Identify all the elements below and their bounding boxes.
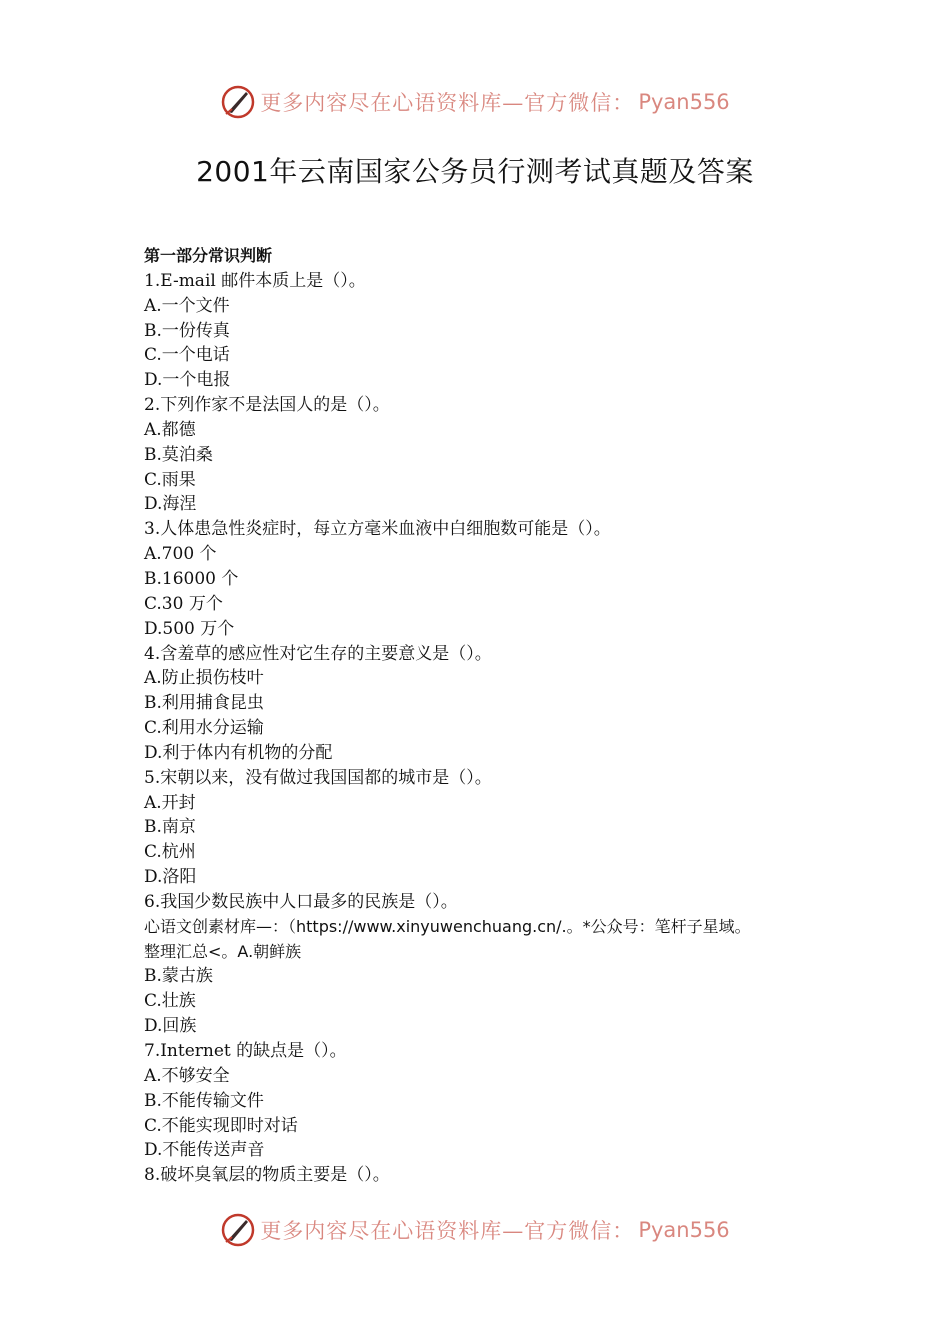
option-line: D.500 万个 [144,618,235,639]
option-line: A.防止损伤枝叶 [144,668,264,689]
question-line: 3.人体患急性炎症时，每立方毫米血液中白细胞数可能是（）。 [144,519,611,540]
option-line: C.壮族 [144,991,196,1012]
question-line: 2.下列作家不是法国人的是（）。 [144,395,390,416]
option-line: B.一份传真 [144,320,230,341]
option-line: A.不够安全 [144,1065,230,1086]
question-line: 5.宋朝以来，没有做过我国国都的城市是（）。 [144,767,492,788]
banner-wechat-id: Pyan556 [638,90,730,114]
question-line: 4.含羞草的感应性对它生存的主要意义是（）。 [144,643,492,664]
option-line: A.一个文件 [144,295,230,316]
question-line: 6.我国少数民族中人口最多的民族是（）。 [144,891,458,912]
option-line: B.16000 个 [144,568,239,589]
option-line: A.开封 [144,792,196,813]
question-line: 8.破坏臭氧层的物质主要是（）。 [144,1165,390,1186]
option-line: C.杭州 [144,842,196,863]
question-line: 1.E-mail 邮件本质上是（）。 [144,270,366,291]
option-line: C.雨果 [144,469,196,490]
quill-pen-logo-icon [220,84,256,120]
option-line: B.莫泊桑 [144,444,213,465]
question-line: 7.Internet 的缺点是（）。 [144,1041,347,1061]
option-line: D.不能传送声音 [144,1140,265,1161]
quill-pen-logo-icon [220,1212,256,1248]
option-line: C.一个电话 [144,345,230,366]
footer-banner-wechat-id: Pyan556 [638,1218,730,1242]
footer-banner [0,1210,950,1250]
document-body [144,244,824,1188]
banner-text: 更多内容尽在心语资料库—官方微信： [260,91,635,115]
section-heading: 第一部分常识判断 [144,246,273,265]
option-line: C.30 万个 [144,593,223,614]
option-line: B.蒙古族 [144,966,213,987]
option-line: B.利用捕食昆虫 [144,693,264,714]
header-banner [0,82,950,122]
footer-banner-text: 更多内容尽在心语资料库—官方微信： [260,1219,635,1243]
option-line: C.利用水分运输 [144,718,264,739]
option-line: D.一个电报 [144,370,231,391]
option-line: A.都德 [144,419,196,440]
option-line: D.洛阳 [144,867,197,888]
option-line: D.海涅 [144,494,197,515]
watermark-line-2: 整理汇总<。A.朝鲜族 [144,941,302,961]
option-line: B.不能传输文件 [144,1090,264,1111]
option-line: D.回族 [144,1016,197,1037]
option-line: D.利于体内有机物的分配 [144,742,333,763]
option-line: B.南京 [144,817,196,838]
watermark-line-1: 心语文创素材库—：（https://www.xinyuwenchuang.cn/.。*公众号：笔杆子星域。 [144,916,751,936]
document-title: 2001年云南国家公务员行测考试真题及答案 [196,155,754,188]
option-line: A.700 个 [144,544,217,565]
option-line: C.不能实现即时对话 [144,1115,298,1136]
